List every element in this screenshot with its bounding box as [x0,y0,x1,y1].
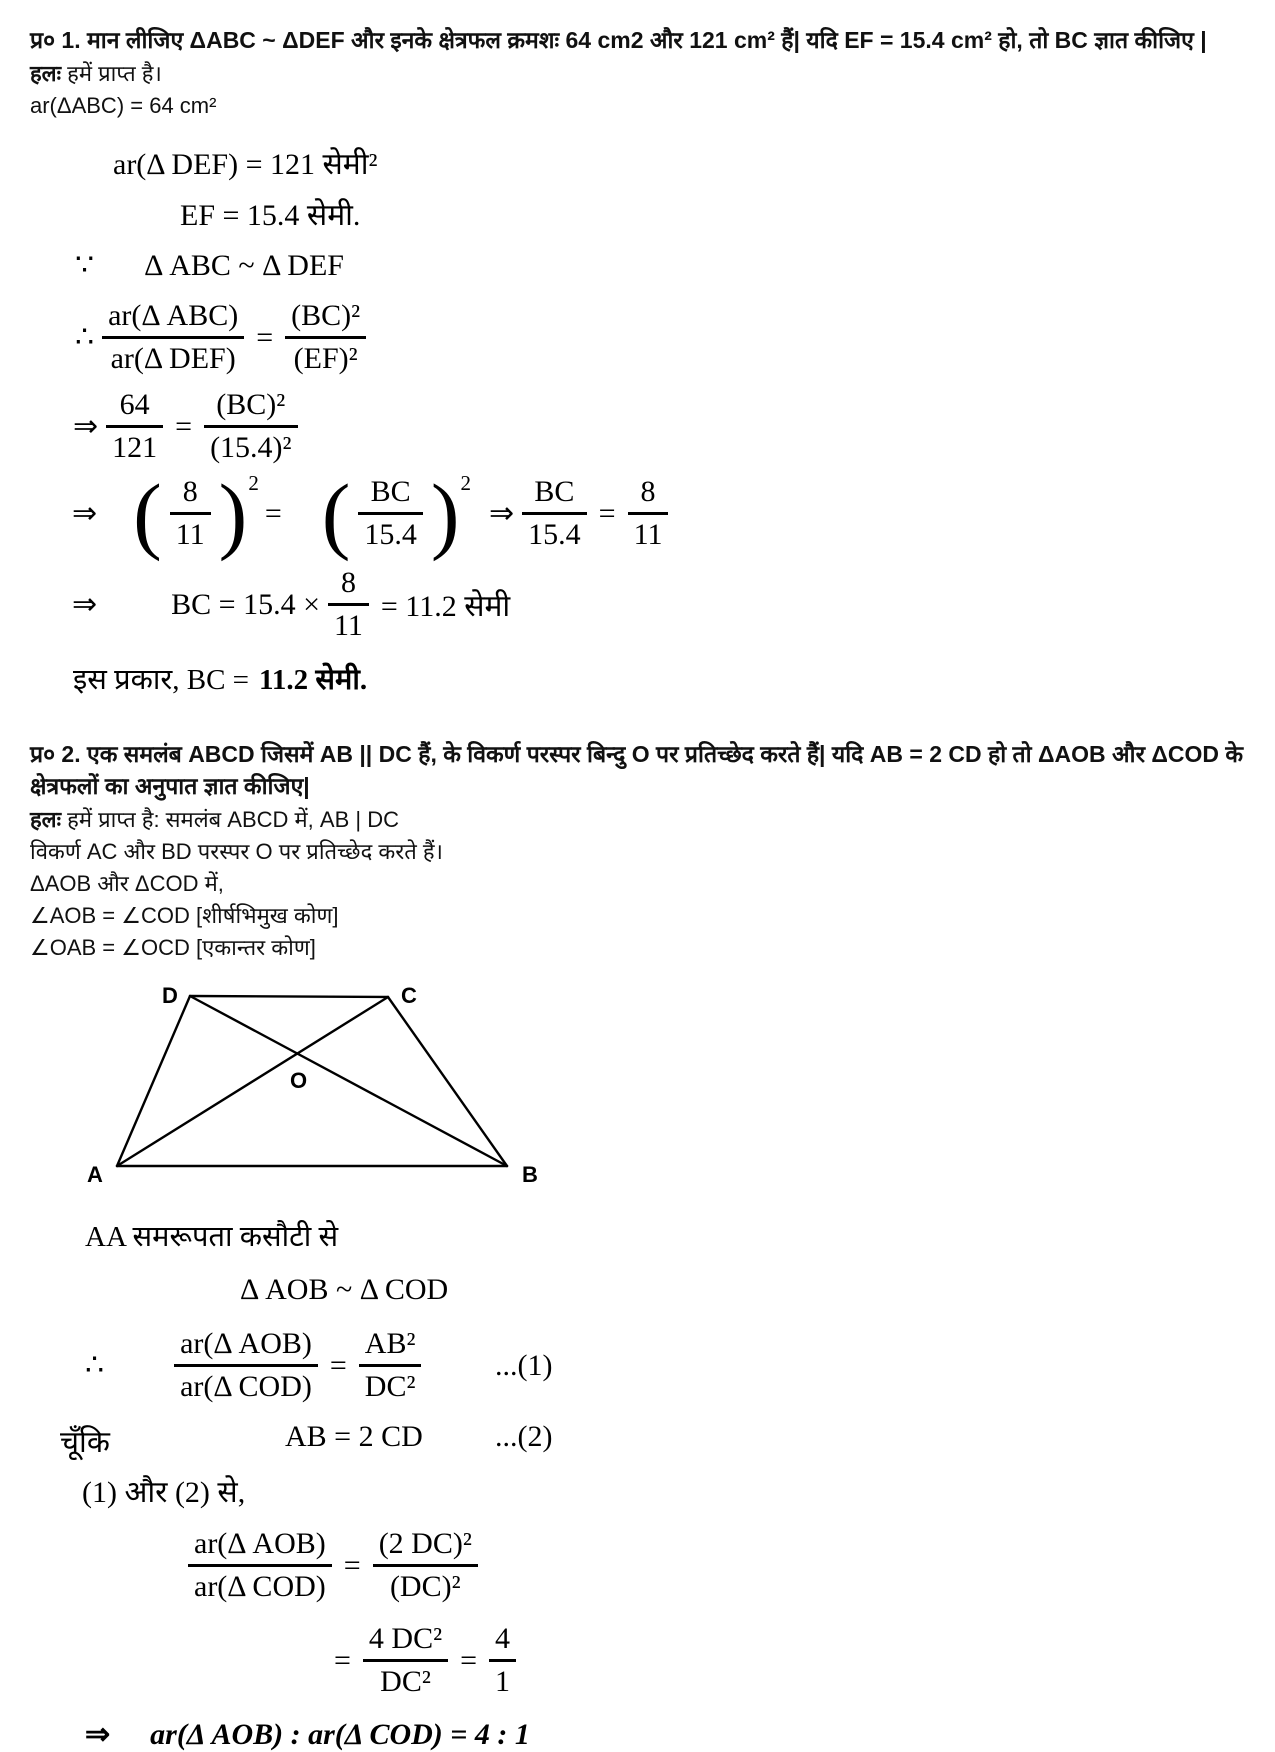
equals-sign: = [598,496,616,530]
trapezium-figure-container [85,976,1245,1196]
equation-substituted-ratio [180,1527,1245,1604]
ab-equals-2cd: AB = 2 CD [285,1420,423,1453]
equals-sign: = [334,1643,351,1677]
question-2-section [30,738,1245,962]
implies-arrow: ⇒ [72,588,98,621]
therefore-symbol: ∴ [75,321,95,354]
equation-ar-def [113,142,1245,183]
fraction-8-11: $\frac{8}{11}$ [628,475,669,552]
fraction-ar-abc-def: $\frac{\text{ar(Δ ABC)}}{\text{ar(Δ DEF)}}$ [102,299,244,376]
solution-intro-text: हमें प्राप्त है: समलंब ABCD में, AB | DC [67,807,399,832]
paren-bc-154-squared [321,465,473,562]
ar-def-text: ar(Δ DEF) = 121 सेमी² [113,148,378,181]
question-2-solution-intro [30,805,1245,834]
side-cb [388,997,507,1166]
vertex-label-b: B [522,1162,538,1187]
fraction-2dc-dc-squared: $\frac{\text{(2 DC)²}}{\text{(DC)²}}$ [373,1527,478,1604]
vertex-label-d: D [162,983,178,1008]
fraction-ar-aob-cod: $\frac{\text{ar(Δ AOB)}}{\text{ar(Δ COD)}}$ [188,1527,332,1604]
fraction-ab2-dc2: $\frac{\text{AB²}}{\text{DC²}}$ [359,1327,422,1404]
paren-8-11-squared [133,465,261,562]
solution-intro-text: हमें प्राप्त है। [67,61,162,86]
similarity-text: Δ AOB ~ Δ COD [240,1273,449,1306]
equation-ref-2: ...(2) [495,1420,553,1453]
bc-calc-result: = 11.2 सेमी [380,590,511,623]
angle-equality-2: ∠OAB = ∠OCD [एकान्तर कोण] [30,935,316,960]
side-ad [117,996,190,1166]
because-symbol: ∵ [75,249,95,282]
conclusion-prefix: इस प्रकार, BC = [73,664,250,696]
diagonals-statement: विकर्ण AC और BD परस्पर O पर प्रतिच्छेद करते हैं। [30,839,443,864]
bc-calc-pre: BC = 15.4 × [171,587,320,621]
fraction-bc-ef-squared: $\frac{\text{(BC)²}}{\text{(EF)²}}$ [285,299,366,376]
equation-ab-2cd [60,1420,1245,1458]
from-1-and-2-line [82,1470,1245,1511]
equals-sign: = [175,409,193,443]
solution-label: हलः [30,807,62,832]
vertex-label-a: A [87,1162,103,1187]
equals-sign: = [329,1348,347,1382]
intersection-label-o: O [290,1068,308,1093]
solution-label: हलः [30,61,62,86]
final-ratio-text: ar(Δ AOB) : ar(Δ COD) = 4 : 1 [150,1717,530,1751]
fraction-bc-154: $\frac{BC}{15.4}$ [358,475,423,552]
equation-bc-value [72,566,1245,643]
equation-area-ratio [75,299,1245,376]
exponent-2: 2 [248,471,259,495]
therefore-symbol: ∴ [85,1349,105,1382]
question-1-solution-intro [30,59,1245,88]
right-paren: ) [218,465,248,562]
fraction-bc-154: $\frac{BC}{15.4}$ [522,475,587,552]
fraction-4dc2-dc2: $\frac{\text{4 DC²}}{\text{DC²}}$ [363,1622,448,1699]
equation-ref-1: ...(1) [495,1348,553,1382]
exponent-2: 2 [460,471,472,495]
implies-arrow: ⇒ [489,497,515,530]
equation-ef [180,193,1245,234]
q2-final-answer [85,1717,1245,1752]
since-label: चूँकि [60,1426,110,1459]
fraction-8-11: $\frac{8}{11}$ [170,475,211,552]
trapezium-figure [85,976,555,1191]
side-dc [190,996,388,997]
q1-conclusion [73,659,1245,698]
left-paren: ( [133,465,162,562]
ef-text: EF = 15.4 सेमी. [180,199,361,232]
angle-equality-1: ∠AOB = ∠COD [शीर्षभिमुख कोण] [30,903,339,928]
equation-similarity [75,248,1245,283]
fraction-bc-154-squared: $\frac{\text{(BC)²}}{\text{(15.4)²}}$ [204,388,297,465]
fraction-8-11: $\frac{8}{11}$ [328,566,369,643]
aa-criterion-text: AA समरूपता कसौटी से [85,1221,339,1253]
question-1-working [30,142,1245,698]
aa-criterion-line [85,1216,1245,1255]
right-paren: ) [430,465,460,562]
equals-sign: = [460,1643,478,1677]
given-area-abc: ar(ΔABC) = 64 cm² [30,93,217,118]
fraction-4-1: $\frac{4}{1}$ [489,1622,516,1699]
question-1-heading: प्र० 1. मान लीजिए ΔABC ~ ΔDEF और इनके क्षेत्रफल क्रमशः 64 cm2 और 121 cm² हैं| यदि EF = 15.4 cm² हो, तो BC ज्ञात कीजिए | [30,27,1207,53]
fraction-64-121: $\frac{64}{121}$ [106,388,163,465]
triangles-statement: ΔAOB और ΔCOD में, [30,871,224,896]
left-paren: ( [321,465,351,562]
similarity-statement: Δ ABC ~ Δ DEF [144,248,344,282]
from-1-and-2-text: (1) और (2) से, [82,1476,246,1509]
question-2-working [30,1216,1245,1752]
vertex-label-c: C [401,983,417,1008]
equals-sign: = [343,1548,361,1582]
question-2-heading: प्र० 2. एक समलंब ABCD जिसमें AB || DC हैं, के विकर्ण परस्पर बिन्दु O पर प्रतिच्छेद करते हैं| यदि AB = 2 CD हो तो ΔAOB और ΔCOD के क्षेत्रफलों का अनुपात ज्ञात कीजिए| [30,741,1244,799]
equals-sign: = [256,320,274,354]
implies-arrow: ⇒ [73,410,99,443]
question-1-section [30,24,1245,120]
implies-arrow: ⇒ [85,1718,111,1751]
equation-area-ratio-1 [85,1327,1245,1404]
equation-paren-squares [72,465,1245,562]
equals-sign: = [264,496,282,530]
similarity-aob-cod [240,1273,1245,1307]
conclusion-value: 11.2 सेमी. [259,664,368,696]
equation-64-121 [73,388,1245,465]
equation-4dc2-ratio [330,1622,1245,1699]
implies-arrow: ⇒ [72,497,98,530]
fraction-ar-aob-cod: $\frac{\text{ar(Δ AOB)}}{\text{ar(Δ COD)}}$ [174,1327,318,1404]
